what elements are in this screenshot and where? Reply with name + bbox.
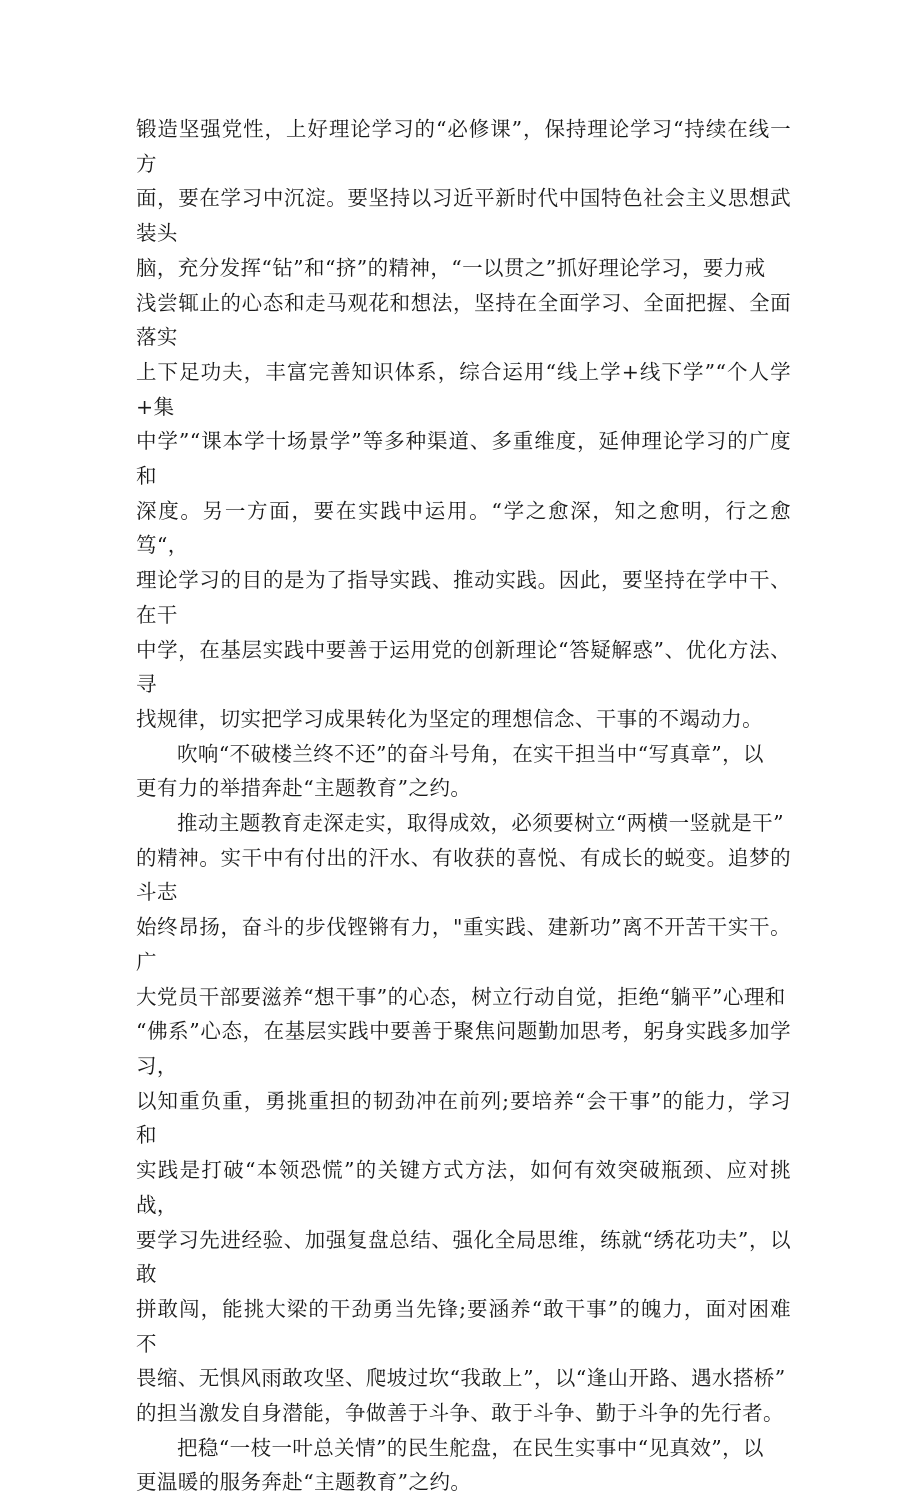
text-line: 的担当激发自身潜能，争做善于斗争、敢于斗争、勤于斗争的先行者。 <box>136 1401 784 1426</box>
text-line: 锻造坚强党性，上好理论学习的“必修课”，保持理论学习“持续在线一方 <box>136 117 791 176</box>
text-line: 始终昂扬，奋斗的步伐铿锵有力，"重实践、建新功”离不开苦干实干。广 <box>136 915 791 974</box>
text-line: 大党员干部要滋养“想干事”的心态，树立行动自觉，拒绝“躺平”心理和 <box>136 984 786 1009</box>
text-line: 更温暖的服务奔赴“主题教育”之约。 <box>136 1470 472 1495</box>
paragraph-heading-struggle <box>136 737 791 806</box>
paragraph-theory-study <box>136 112 791 737</box>
text-line: 畏缩、无惧风雨敢攻坚、爬坡过坎“我敢上”，以“逢山开路、遇水搭桥” <box>136 1366 786 1391</box>
text-line: 以知重负重，勇挑重担的韧劲冲在前列;要培养“会干事”的能力，学习和 <box>136 1088 791 1148</box>
text-line: 中学”“课本学十场景学”等多种渠道、多重维度，延伸理论学习的广度和 <box>136 429 791 489</box>
text-line: 更有力的举措奔赴“主题教育”之约。 <box>136 776 472 801</box>
text-line: 脑，充分发挥“钻”和“挤”的精神，“一以贯之”抓好理论学习，要力戒 <box>136 255 766 280</box>
text-line: 吹响“不破楼兰终不还”的奋斗号角，在实干担当中“写真章”，以 <box>177 741 764 766</box>
text-line: 浅尝辄止的心态和走马观花和想法，坚持在全面学习、全面把握、全面落实 <box>136 290 791 350</box>
text-line: 理论学习的目的是为了指导实践、推动实践。因此，要坚持在学中干、在干 <box>136 568 791 627</box>
text-line: 面，要在学习中沉淀。要坚持以习近平新时代中国特色社会主义思想武装头 <box>136 186 791 246</box>
text-line: 找规律，切实把学习成果转化为坚定的理想信念、干事的不竭动力。 <box>136 706 763 731</box>
text-line: 把稳“一枝一叶总关情”的民生舵盘，在民生实事中“见真效”，以 <box>177 1435 764 1460</box>
text-line: 上下足功夫，丰富完善知识体系，综合运用“线上学+线下学”“个人学+集 <box>136 359 791 419</box>
text-line: 深度。另一方面，要在实践中运用。“学之愈深，知之愈明，行之愈笃“， <box>136 498 791 558</box>
text-line: 中学，在基层实践中要善于运用党的创新理论“答疑解惑”、优化方法、寻 <box>136 637 791 697</box>
text-line: 实践是打破“本领恐慌”的关键方式方法，如何有效突破瓶颈、应对挑战， <box>136 1158 791 1217</box>
text-line: 推动主题教育走深走实，取得成效，必须要树立“两横一竖就是干” <box>177 811 784 836</box>
text-line: 拼敢闯，能挑大梁的干劲勇当先锋;要涵养“敢干事”的魄力，面对困难不 <box>136 1296 791 1356</box>
paragraph-heading-livelihood <box>136 1431 791 1500</box>
text-line: 的精神。实干中有付出的汗水、有收获的喜悦、有成长的蜕变。追梦的斗志 <box>136 845 791 905</box>
text-line: “佛系”心态，在基层实践中要善于聚焦问题勤加思考，躬身实践多加学习， <box>136 1019 791 1078</box>
document-body <box>136 112 791 1500</box>
text-line: 要学习先进经验、加强复盘总结、强化全局思维，练就“绣花功夫”，以敢 <box>136 1227 791 1287</box>
paragraph-practice <box>136 806 791 1431</box>
